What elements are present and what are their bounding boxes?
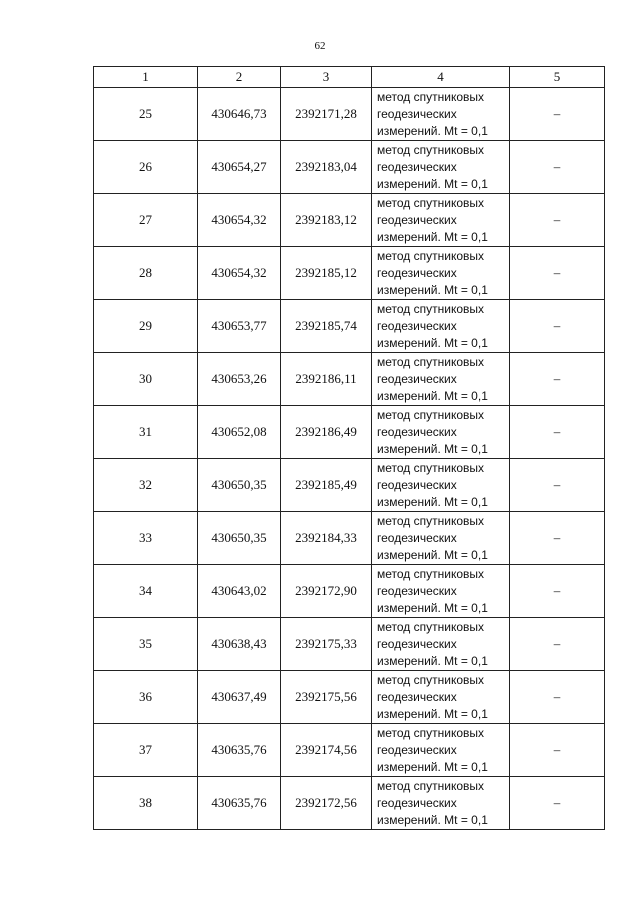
point-number-cell: 38 <box>94 777 198 830</box>
header-col-5: 5 <box>510 67 605 88</box>
coordinates-table <box>93 66 605 830</box>
table-row <box>94 141 605 194</box>
point-number-cell: 31 <box>94 406 198 459</box>
method-cell <box>372 618 510 671</box>
note-cell: – <box>510 724 605 777</box>
method-line: геодезических <box>377 318 457 333</box>
method-line: геодезических <box>377 583 457 598</box>
x-coordinate-cell: 430650,35 <box>198 459 281 512</box>
method-line: измерений. Mt = 0,1 <box>377 335 488 350</box>
note-cell: – <box>510 141 605 194</box>
table-row <box>94 194 605 247</box>
method-line: метод спутниковых <box>377 142 485 157</box>
method-cell <box>372 300 510 353</box>
x-coordinate-cell: 430638,43 <box>198 618 281 671</box>
header-col-2: 2 <box>198 67 281 88</box>
table-row <box>94 777 605 830</box>
y-coordinate-cell: 2392185,12 <box>281 247 372 300</box>
x-coordinate-cell: 430652,08 <box>198 406 281 459</box>
point-number-cell: 30 <box>94 353 198 406</box>
point-number-cell: 32 <box>94 459 198 512</box>
table-row <box>94 671 605 724</box>
note-cell: – <box>510 88 605 141</box>
point-number-cell: 33 <box>94 512 198 565</box>
method-line: геодезических <box>377 795 457 810</box>
y-coordinate-cell: 2392186,11 <box>281 353 372 406</box>
table-row <box>94 565 605 618</box>
method-line: геодезических <box>377 689 457 704</box>
point-number-cell: 35 <box>94 618 198 671</box>
table-row <box>94 247 605 300</box>
method-cell <box>372 777 510 830</box>
header-col-4: 4 <box>372 67 510 88</box>
table-row <box>94 88 605 141</box>
method-line: измерений. Mt = 0,1 <box>377 759 488 774</box>
x-coordinate-cell: 430654,32 <box>198 194 281 247</box>
method-cell <box>372 406 510 459</box>
note-cell: – <box>510 512 605 565</box>
point-number-cell: 37 <box>94 724 198 777</box>
x-coordinate-cell: 430646,73 <box>198 88 281 141</box>
y-coordinate-cell: 2392174,56 <box>281 724 372 777</box>
method-line: метод спутниковых <box>377 778 485 793</box>
method-cell <box>372 141 510 194</box>
method-line: геодезических <box>377 106 457 121</box>
note-cell: – <box>510 618 605 671</box>
method-line: измерений. Mt = 0,1 <box>377 229 488 244</box>
method-line: измерений. Mt = 0,1 <box>377 441 488 456</box>
y-coordinate-cell: 2392175,56 <box>281 671 372 724</box>
note-cell: – <box>510 459 605 512</box>
header-row <box>94 67 605 88</box>
y-coordinate-cell: 2392185,49 <box>281 459 372 512</box>
x-coordinate-cell: 430635,76 <box>198 724 281 777</box>
method-line: метод спутниковых <box>377 195 485 210</box>
method-cell <box>372 194 510 247</box>
method-line: геодезических <box>377 159 457 174</box>
x-coordinate-cell: 430637,49 <box>198 671 281 724</box>
table-row <box>94 512 605 565</box>
method-line: измерений. Mt = 0,1 <box>377 123 488 138</box>
x-coordinate-cell: 430635,76 <box>198 777 281 830</box>
method-line: геодезических <box>377 477 457 492</box>
method-line: измерений. Mt = 0,1 <box>377 653 488 668</box>
method-line: геодезических <box>377 636 457 651</box>
note-cell: – <box>510 777 605 830</box>
y-coordinate-cell: 2392175,33 <box>281 618 372 671</box>
method-line: измерений. Mt = 0,1 <box>377 176 488 191</box>
note-cell: – <box>510 300 605 353</box>
method-cell <box>372 353 510 406</box>
method-line: метод спутниковых <box>377 89 485 104</box>
method-line: измерений. Mt = 0,1 <box>377 600 488 615</box>
point-number-cell: 29 <box>94 300 198 353</box>
x-coordinate-cell: 430650,35 <box>198 512 281 565</box>
method-line: метод спутниковых <box>377 460 485 475</box>
method-line: измерений. Mt = 0,1 <box>377 812 488 827</box>
method-line: измерений. Mt = 0,1 <box>377 494 488 509</box>
method-line: метод спутниковых <box>377 672 485 687</box>
method-line: измерений. Mt = 0,1 <box>377 706 488 721</box>
point-number-cell: 36 <box>94 671 198 724</box>
note-cell: – <box>510 565 605 618</box>
method-line: геодезических <box>377 424 457 439</box>
method-line: геодезических <box>377 742 457 757</box>
method-line: метод спутниковых <box>377 354 485 369</box>
table-body <box>94 88 605 830</box>
method-line: измерений. Mt = 0,1 <box>377 388 488 403</box>
method-line: метод спутниковых <box>377 725 485 740</box>
x-coordinate-cell: 430654,32 <box>198 247 281 300</box>
y-coordinate-cell: 2392183,12 <box>281 194 372 247</box>
method-cell <box>372 88 510 141</box>
point-number-cell: 26 <box>94 141 198 194</box>
table-row <box>94 618 605 671</box>
x-coordinate-cell: 430653,26 <box>198 353 281 406</box>
header-col-1: 1 <box>94 67 198 88</box>
note-cell: – <box>510 353 605 406</box>
point-number-cell: 34 <box>94 565 198 618</box>
y-coordinate-cell: 2392184,33 <box>281 512 372 565</box>
page-number: 62 <box>314 40 326 52</box>
table-row <box>94 724 605 777</box>
note-cell: – <box>510 406 605 459</box>
method-cell <box>372 247 510 300</box>
method-line: геодезических <box>377 265 457 280</box>
method-line: метод спутниковых <box>377 619 485 634</box>
method-cell <box>372 459 510 512</box>
method-line: метод спутниковых <box>377 301 485 316</box>
y-coordinate-cell: 2392186,49 <box>281 406 372 459</box>
method-cell <box>372 724 510 777</box>
header-col-3: 3 <box>281 67 372 88</box>
method-line: измерений. Mt = 0,1 <box>377 547 488 562</box>
point-number-cell: 25 <box>94 88 198 141</box>
table-row <box>94 353 605 406</box>
y-coordinate-cell: 2392172,56 <box>281 777 372 830</box>
method-line: метод спутниковых <box>377 566 485 581</box>
method-cell <box>372 671 510 724</box>
y-coordinate-cell: 2392185,74 <box>281 300 372 353</box>
note-cell: – <box>510 247 605 300</box>
method-cell <box>372 565 510 618</box>
table-row <box>94 406 605 459</box>
y-coordinate-cell: 2392183,04 <box>281 141 372 194</box>
method-line: метод спутниковых <box>377 407 485 422</box>
x-coordinate-cell: 430654,27 <box>198 141 281 194</box>
y-coordinate-cell: 2392171,28 <box>281 88 372 141</box>
note-cell: – <box>510 194 605 247</box>
table-row <box>94 459 605 512</box>
x-coordinate-cell: 430643,02 <box>198 565 281 618</box>
point-number-cell: 28 <box>94 247 198 300</box>
x-coordinate-cell: 430653,77 <box>198 300 281 353</box>
method-line: измерений. Mt = 0,1 <box>377 282 488 297</box>
method-line: метод спутниковых <box>377 513 485 528</box>
method-line: геодезических <box>377 212 457 227</box>
method-line: метод спутниковых <box>377 248 485 263</box>
table-row <box>94 300 605 353</box>
point-number-cell: 27 <box>94 194 198 247</box>
method-line: геодезических <box>377 530 457 545</box>
y-coordinate-cell: 2392172,90 <box>281 565 372 618</box>
method-cell <box>372 512 510 565</box>
method-line: геодезических <box>377 371 457 386</box>
note-cell: – <box>510 671 605 724</box>
